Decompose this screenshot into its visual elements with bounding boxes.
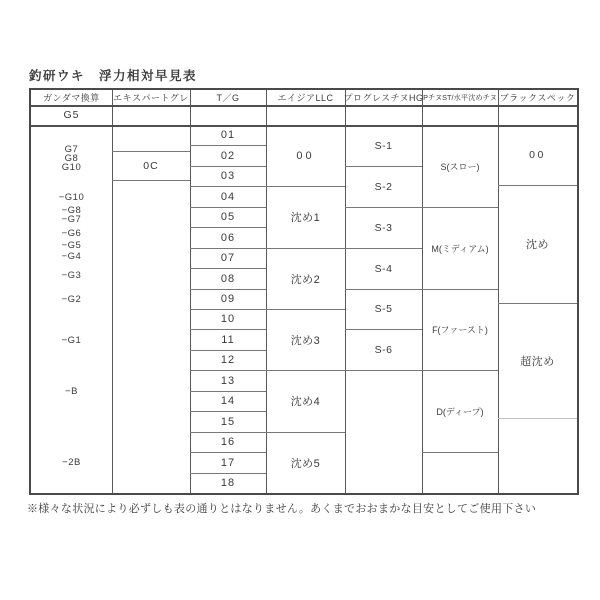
gandama-label: −G2: [61, 293, 82, 305]
black-spec-cell: 超沈め: [520, 355, 555, 368]
tg-cell: 02: [220, 149, 236, 162]
tg-cell: 05: [220, 211, 236, 223]
header-gandama: ガンダマ換算: [43, 93, 100, 103]
tg-cell: 14: [220, 395, 236, 407]
header-p-chinu-st: PチヌST/水平沈めチヌ: [423, 92, 497, 102]
tg-cell: 08: [220, 272, 236, 285]
black-spec-cell: 00: [529, 149, 546, 161]
header-asia-llc: エイジアLLC: [277, 93, 334, 103]
progress-chinu-cell: S-5: [374, 303, 393, 315]
row-divider: [422, 452, 498, 453]
buoyancy-table: [29, 88, 579, 495]
tg-cell: 17: [220, 456, 236, 469]
gandama-label: −G10: [58, 191, 85, 203]
asia-llc-cell: 00: [296, 149, 315, 162]
gandama-label: −G1: [61, 334, 82, 346]
tg-cell: 16: [220, 436, 236, 448]
black-spec-cell: 沈め: [526, 239, 549, 251]
row-divider: [498, 418, 577, 419]
tg-cell: 03: [220, 170, 236, 182]
header-expert-gure: エキスパートグレ: [113, 93, 189, 103]
p-chinu-cell: S(スロー): [440, 161, 480, 172]
gandama-label: −G7: [61, 213, 82, 225]
tg-cell: 07: [220, 252, 236, 264]
tg-cell: 10: [220, 313, 236, 325]
tg-cell: 11: [221, 333, 235, 346]
progress-chinu-cell: S-4: [374, 262, 393, 275]
header-row-divider: [31, 105, 577, 107]
gandama-label: −B: [65, 385, 78, 397]
header-progress-chinu-hg: プログレスチヌHG: [343, 93, 424, 103]
page-title: 釣研ウキ 浮力相対早見表: [29, 69, 198, 83]
asia-llc-cell: 沈め3: [290, 334, 321, 347]
gandama-label: −G4: [61, 250, 82, 262]
asia-llc-cell: 沈め5: [290, 457, 321, 470]
tg-cell: 04: [220, 190, 236, 203]
gandama-label: −2B: [62, 456, 81, 468]
progress-chinu-cell: S-2: [374, 180, 393, 193]
asia-llc-cell: 沈め4: [290, 396, 321, 408]
progress-chinu-cell: S-3: [374, 221, 393, 234]
row-divider: [345, 370, 422, 371]
row-divider: [112, 180, 190, 181]
gandama-label: G8: [64, 152, 79, 164]
gandama-label: G10: [61, 161, 82, 173]
progress-chinu-cell: S-6: [374, 343, 393, 356]
gandama-label: −G8: [61, 204, 82, 216]
asia-llc-cell: 沈め1: [290, 212, 321, 224]
tg-cell: 06: [220, 231, 236, 244]
footnote: ※様々な状況により必ずしも表の通りとはなりません。あくまでおおまかな目安としてご使用下さい: [27, 503, 537, 515]
tg-cell: 12: [220, 354, 236, 366]
gandama-label: −G5: [61, 239, 82, 251]
gandama-label: −G6: [61, 227, 82, 239]
tg-cell: 09: [220, 293, 236, 305]
tg-cell: 13: [220, 374, 236, 387]
p-chinu-cell: F(ファースト): [432, 325, 488, 335]
p-chinu-cell: M(ミディアム): [431, 243, 489, 254]
gandama-g5-cell: G5: [63, 109, 80, 121]
p-chinu-cell: D(ディープ): [436, 406, 484, 417]
expert-gure-cell: 0C: [143, 159, 159, 172]
asia-llc-cell: 沈め2: [290, 273, 321, 286]
progress-chinu-cell: S-1: [374, 139, 393, 152]
header-black-spec: ブラックスペック: [499, 93, 576, 103]
tg-cell: 15: [220, 415, 236, 428]
tg-cell: 01: [220, 129, 236, 141]
gandama-label: G7: [64, 143, 79, 155]
header-tg: T／G: [216, 93, 240, 103]
gandama-label: −G3: [61, 269, 82, 281]
tg-cell: 18: [220, 477, 236, 489]
